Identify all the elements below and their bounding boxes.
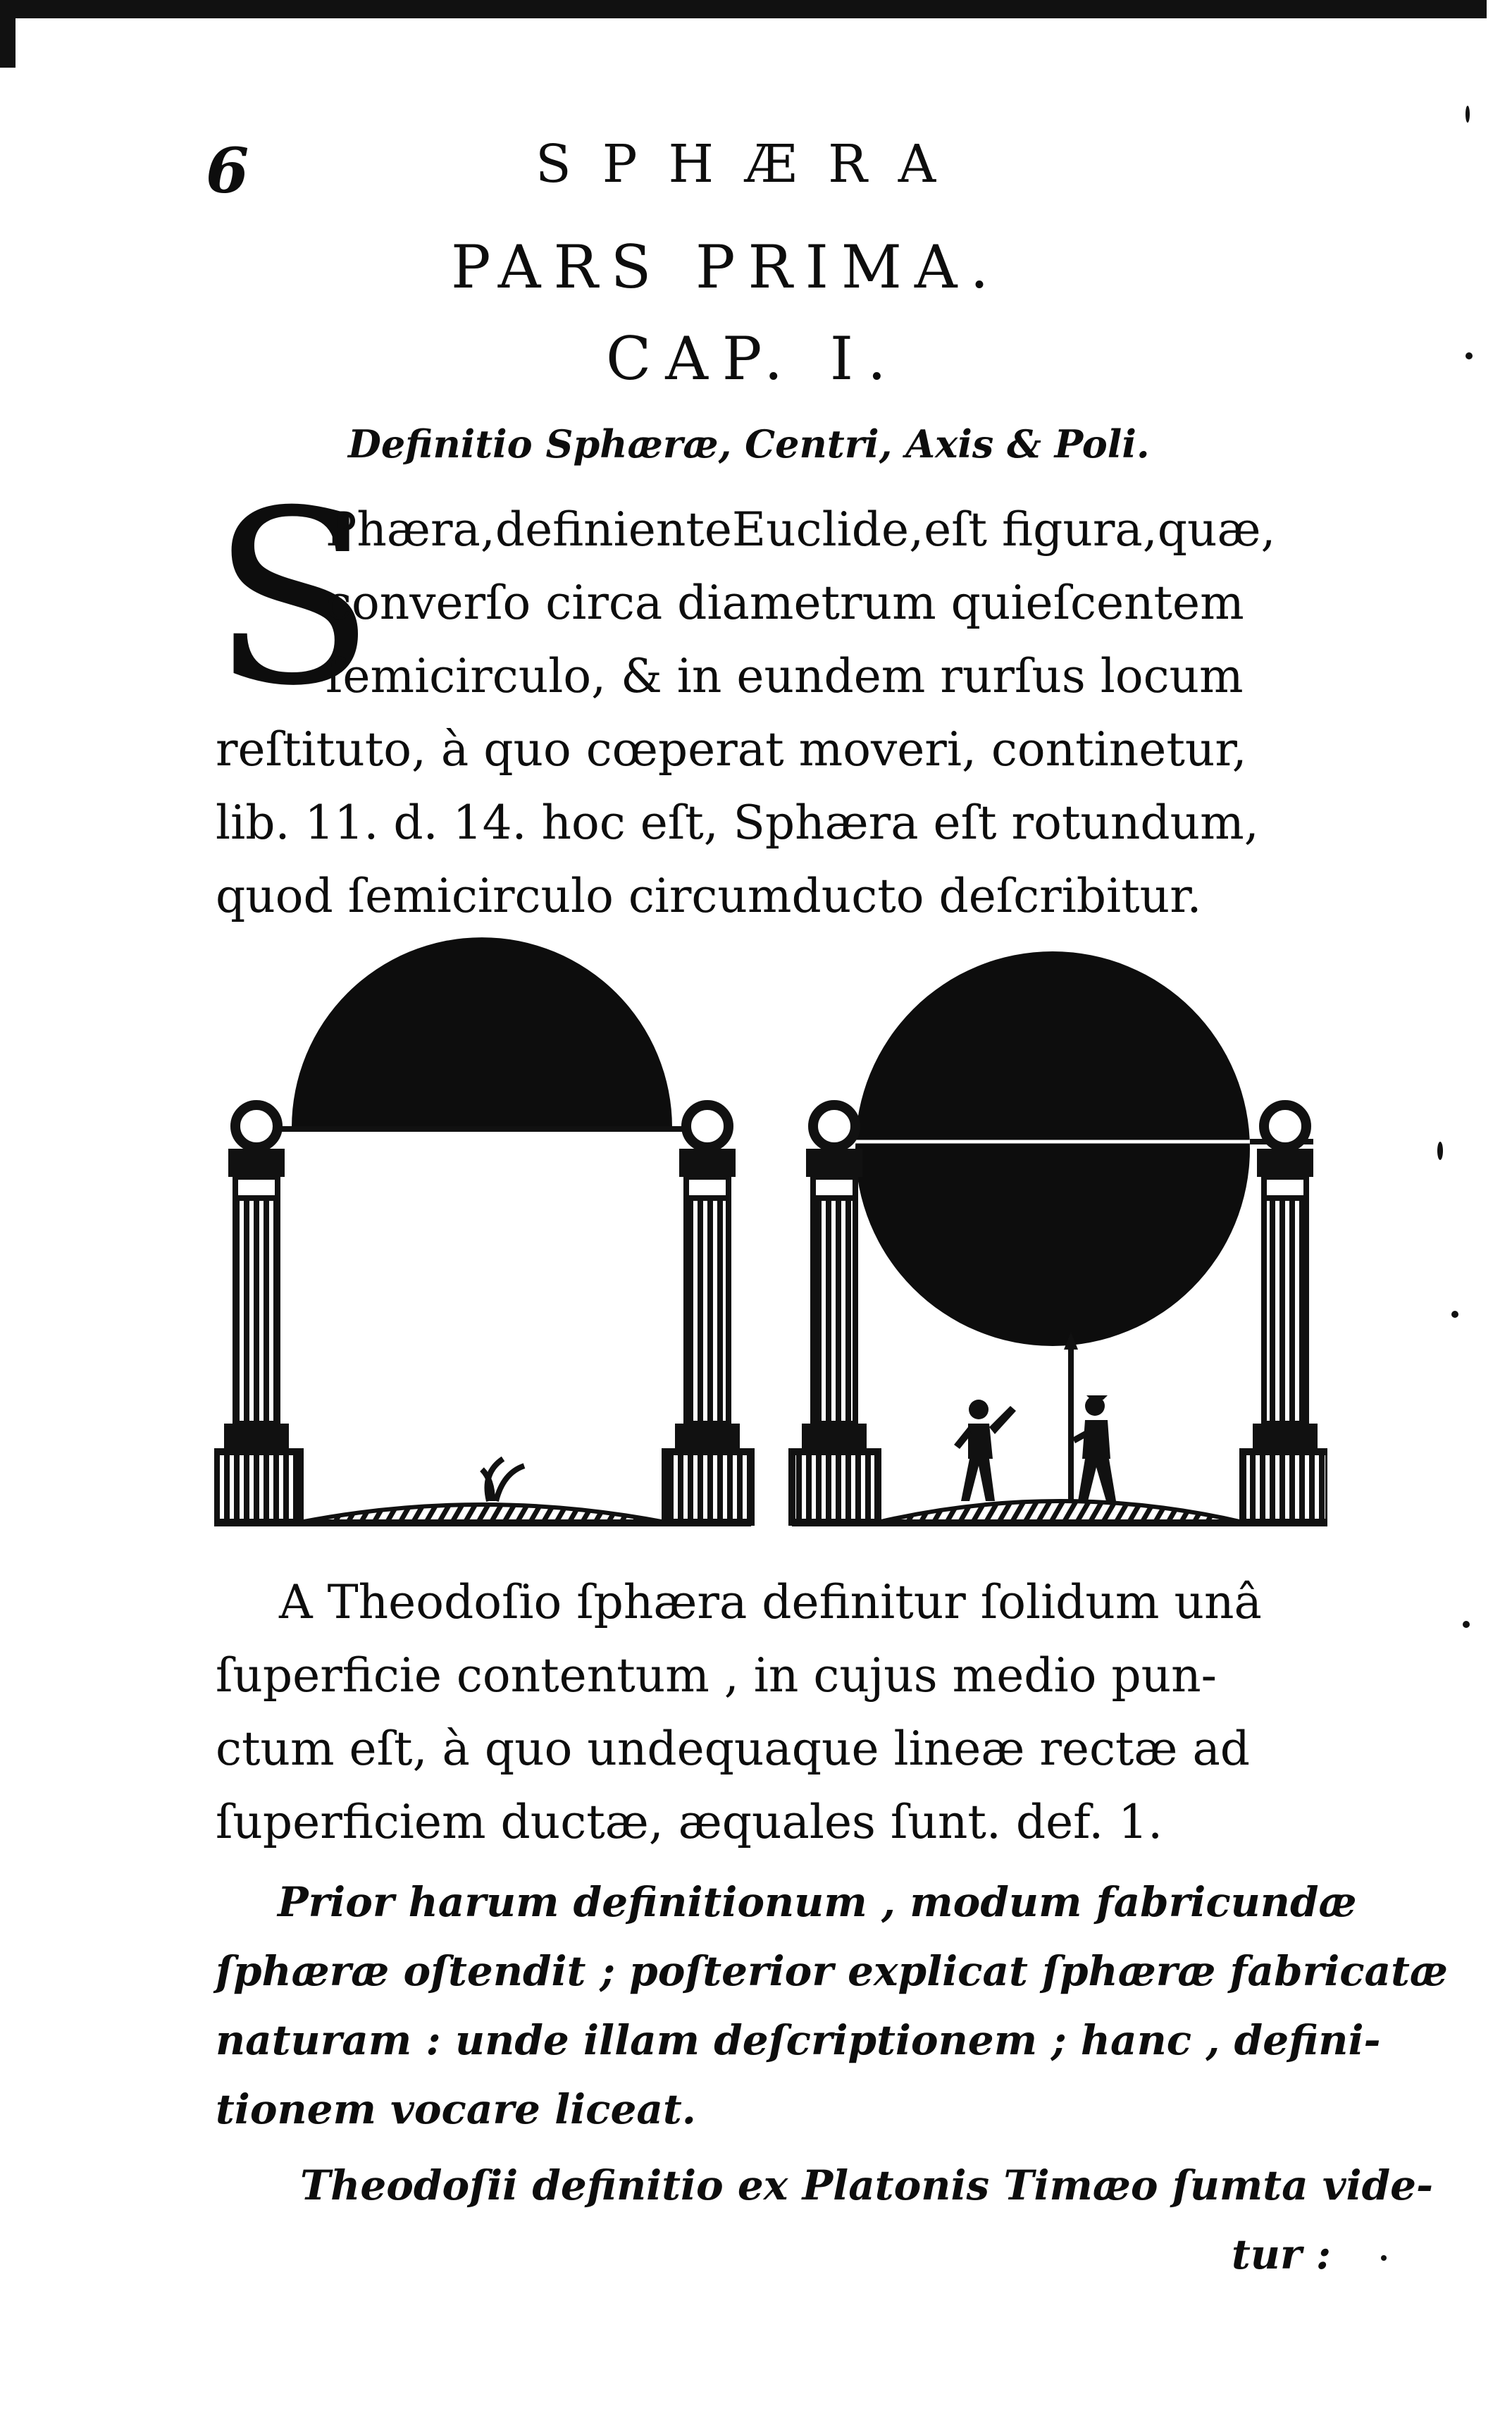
page-top-border xyxy=(0,0,1487,18)
left-panel xyxy=(214,937,751,1526)
paragraph1-line: Phæra,definienteEuclide,eſt figura,quæ, xyxy=(326,502,1276,557)
semicircle xyxy=(292,937,672,1128)
print-speck xyxy=(1437,1142,1443,1160)
drop-cap: S xyxy=(211,459,376,739)
chapter-title: CAP. I. xyxy=(606,324,900,393)
sphere xyxy=(855,951,1250,1346)
print-speck xyxy=(1463,1621,1470,1628)
paragraph3-line: Prior harum definitionum , modum fabricundæ xyxy=(278,1878,1357,1926)
print-speck xyxy=(1465,352,1473,359)
page-number: 6 xyxy=(206,134,249,207)
print-speck xyxy=(1381,2255,1387,2261)
paragraph2-line: ctum eſt, à quo undequaque lineæ rectæ ad xyxy=(216,1722,1251,1776)
column-left-2 xyxy=(665,1105,751,1522)
figure-gesturing xyxy=(954,1400,1016,1501)
column-right-2 xyxy=(1243,1105,1327,1522)
paragraph1-line: converſo circa diametrum quieſcentem xyxy=(326,576,1244,630)
right-panel xyxy=(792,951,1327,1526)
paragraph1-line: lib. 11. d. 14. hoc eſt, Sphæra eſt rotundum, xyxy=(216,796,1259,850)
paragraph1-line: ſemicirculo, & in eundem rurſus locum xyxy=(326,649,1244,703)
paragraph1-line: quod ſemicirculo circumducto deſcribitur. xyxy=(216,869,1202,923)
catchword: tur : xyxy=(1232,2230,1332,2278)
paragraph3-line: ſphæræ oſtendit ; poſterior explicat ſphæræ fabricatæ xyxy=(216,1947,1448,1995)
running-head: SPHÆRA xyxy=(535,134,967,195)
paragraph2-line: ſuperficie contentum , in cujus medio pun- xyxy=(216,1648,1217,1703)
column-left-1 xyxy=(214,1105,300,1522)
paragraph3-line: tionem vocare liceat. xyxy=(216,2085,696,2133)
sphere-illustration xyxy=(214,937,1327,1557)
paragraph3-line: naturam : unde illam deſcriptionem ; hanc , defini- xyxy=(216,2016,1381,2064)
paragraph1-line: reſtituto, à quo cœperat moveri, continetur, xyxy=(216,722,1247,777)
paragraph2-line: A Theodoſio ſphæra definitur ſolidum unâ xyxy=(279,1575,1262,1629)
print-speck xyxy=(1451,1311,1458,1318)
part-title: PARS PRIMA. xyxy=(451,233,1002,302)
plant xyxy=(482,1459,524,1501)
figure-with-pike xyxy=(1064,1332,1116,1501)
paragraph2-line: ſuperficiem ductæ, æquales ſunt. def. 1. xyxy=(216,1795,1163,1849)
page-corner-mark xyxy=(0,18,16,68)
print-speck xyxy=(1465,106,1470,123)
definition-heading: Definitio Sphæræ, Centri, Axis & Poli. xyxy=(348,421,1150,467)
right-ground xyxy=(878,1501,1243,1522)
paragraph4-line: Theodoſii definitio ex Platonis Timæo ſumta vide- xyxy=(300,2161,1434,2209)
